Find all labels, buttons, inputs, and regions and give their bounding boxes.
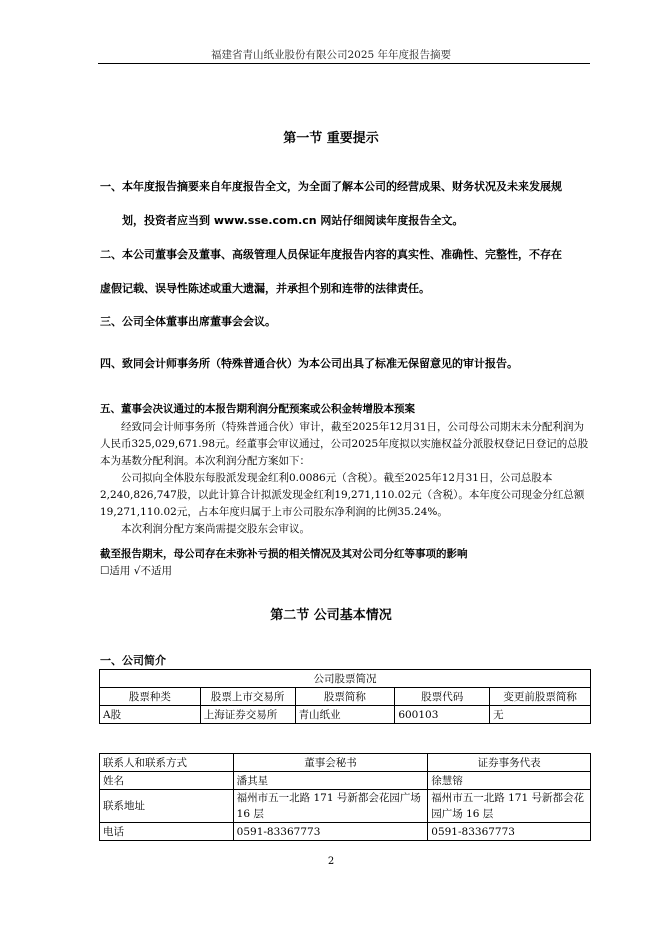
stock-table-header: 股票种类 [100,688,201,706]
notice-1-line-2: 划，投资者应当到 www.sse.com.cn 网站仔细阅读年度报告全文。 [122,214,464,227]
table-row [100,823,591,841]
notice-2-line-1: 二、本公司董事会及董事、高级管理人员保证年度报告内容的真实性、准确性、完整性，不存在 [100,248,562,261]
representative-address-cell: 福州市五一北路 171 号新都会花园广场 16 层 [428,790,591,823]
stock-info-table [99,669,591,724]
secretary-phone-cell: 0591-83367773 [233,823,428,841]
stock-table-header-row [100,688,591,706]
header-rule [98,63,590,64]
stock-short-name-cell: 青山纸业 [295,706,395,724]
former-short-name-cell: 无 [490,706,591,724]
contact-table-header: 联系人和联系方式 [100,754,234,772]
loss-heading: 截至报告期末，母公司存在未弥补亏损的相关情况及其对公司分红等事项的影响 [100,548,468,560]
page-number: 2 [327,856,335,867]
secretary-address-cell: 福州市五一北路 171 号新都会花园广场 16 层 [233,790,428,823]
contact-label-cell: 电话 [100,823,234,841]
notice-1 [100,170,590,238]
dividend-paragraph-1: 经致同会计师事务所（特殊普通合伙）审计，截至2025年12月31日，公司母公司期末未分配利润为人民币325,029,671.98元。经董事会审议通过，公司2025年度拟以实施权益分派股权登记日登记的总股本为基数分配利润。本次利润分配方案如下： [100,421,589,467]
stock-table-header: 股票简称 [295,688,395,706]
stock-exchange-cell: 上海证券交易所 [200,706,295,724]
stock-table-header: 变更前股票简称 [490,688,591,706]
notice-3: 三、公司全体董事出席董事会会议。 [100,315,276,328]
table-row [100,790,591,823]
dividend-paragraph-3: 本次利润分配方案尚需提交股东会审议。 [121,523,310,535]
section-1-title: 第一节 重要提示 [283,131,379,146]
stock-table-header: 股票代码 [395,688,490,706]
table-row [100,706,591,724]
stock-code-cell: 600103 [395,706,490,724]
secretary-name-cell: 潘其星 [233,772,428,790]
notice-4: 四、致同会计师事务所（特殊普通合伙）为本公司出具了标准无保留意见的审计报告。 [100,357,518,370]
contact-table-header: 董事会秘书 [233,754,428,772]
stock-table-header: 股票上市交易所 [200,688,295,706]
page-header: 福建省青山纸业股份有限公司2025 年年度报告摘要 [210,49,452,61]
company-profile-heading: 一、公司简介 [100,654,166,667]
dividend-paragraph-2: 公司拟向全体股东每股派发现金红利0.0086元（含税）。截至2025年12月31日，公司总股本2,240,826,747股，以此计算合计拟派发现金红利19,271,110.02元（含税）。本年度公司现金分红总额19,271,110.02元，占本年度归属于上市公司股东净利润的比例35.24%。 [100,472,585,518]
notice-2-line-2: 虚假记载、误导性陈述或重大遗漏，并承担个别和连带的法律责任。 [100,282,430,295]
contact-table-header-row [100,754,591,772]
notice-1-line-1: 一、本年度报告摘要来自年度报告全文，为全面了解本公司的经营成果、财务状况及未来发展规 [100,180,562,193]
contact-table-header: 证券事务代表 [428,754,591,772]
contact-info-table [99,753,591,841]
stock-type-cell: A股 [100,706,201,724]
representative-name-cell: 徐慧镕 [428,772,591,790]
dividend-heading: 五、董事会决议通过的本报告期利润分配预案或公积金转增股本预案 [100,403,415,415]
stock-table-caption: 公司股票简况 [100,670,591,688]
contact-label-cell: 联系地址 [100,790,234,823]
representative-phone-cell: 0591-83367773 [428,823,591,841]
applicable-checkbox: ☐适用 √不适用 [100,565,172,577]
table-row [100,772,591,790]
contact-label-cell: 姓名 [100,772,234,790]
section-2-title: 第二节 公司基本情况 [270,608,392,623]
dividend-text [100,419,590,538]
notice-2 [100,238,590,306]
